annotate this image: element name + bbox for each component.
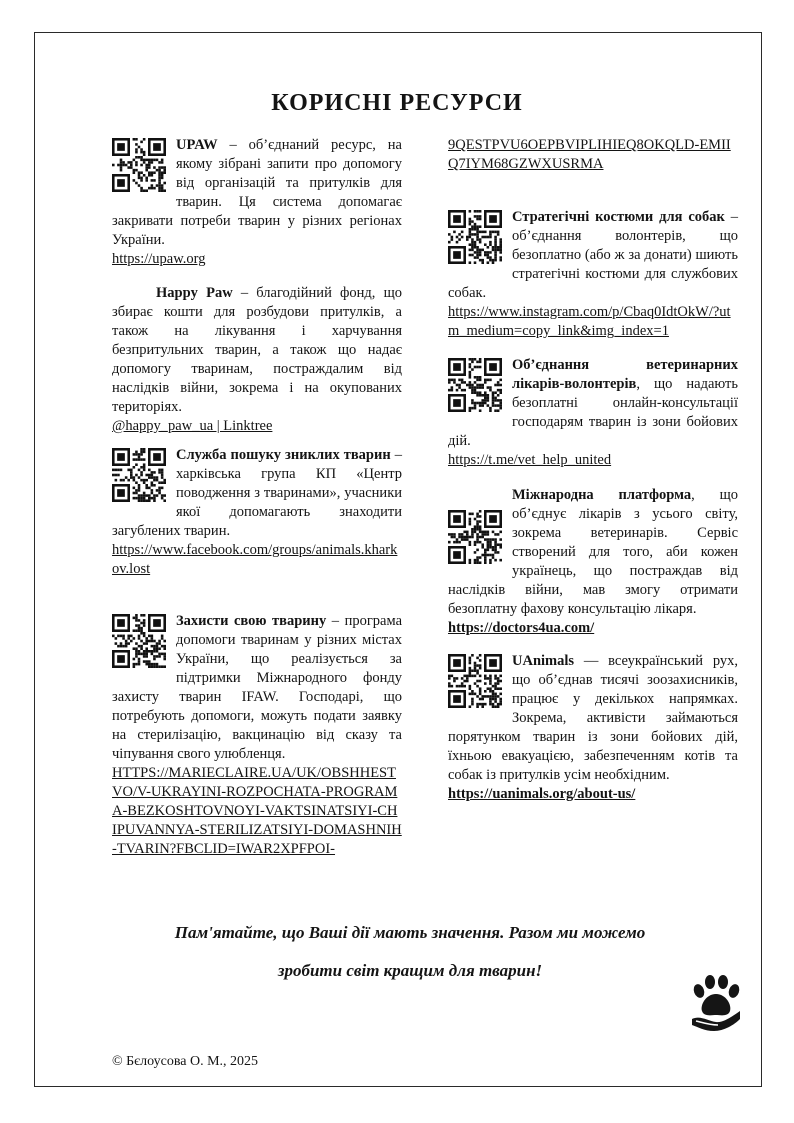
resource-protect-pet-text: – програма допомоги тваринам у різних містах України, що реалізується за підтримки Міжнародного фонду захисту тварин IFAW. Господарі, що потребують допомоги, можуть подати заявку на стерилізацію, вакцинацію від сказу та чіпування свого улюбленця. [112,613,402,762]
resource-happypaw-link[interactable]: @happy_paw_ua | Linktree [112,418,273,434]
resource-uanimals-link[interactable]: https://uanimals.org/about-us/ [448,786,636,802]
resource-uanimals-text: — всеукраїнський рух, що об’єднав тисячі зоозахисників, працює у декількох напрямках. Зокрема, активісти займаються порятунком тварин із зони бойових дій, їхньою евакуацією, забезпеченням котів та собак із притулків усім необхідним. [448,653,738,783]
page-title: КОРИСНІ РЕСУРСИ [271,90,523,117]
resource-dog-costumes-link[interactable]: https://www.instagram.com/p/Cbaq0IdtOkW/?utm_medium=copy_link&img_index=1 [448,304,731,339]
resource-uanimals [448,652,738,804]
resource-happypaw-name: Happy Paw [156,285,233,301]
motto-line-1: Пам'ятайте, що Ваші дії мають значення. Разом ми можемо [174,923,646,942]
resource-platform-name: Міжнародна платформа [512,487,692,503]
qr-code-icon [448,654,502,708]
resource-platform [448,486,738,638]
resource-protect-pet-name: Захисти свою тварину [176,613,327,629]
resource-vets-text: , що надають безоплатні онлайн-консультації господарям тварин із зони бойових дій. [448,376,738,449]
resource-protect-pet [112,612,402,859]
resource-dog-costumes-text: – об’єднання волонтерів, що безоплатно (або ж за донати) шиють стратегічні костюми для службових собак. [448,209,738,301]
resource-happypaw [112,284,402,436]
copyright: © Бєлоусова О. М., 2025 [112,1054,259,1069]
resource-protect-pet-link-continuation[interactable]: 9QESTPVU6OEPBVIPLIHIEQ8OKQLD-EMIIQ7IYM68GZWXUSRMA [448,137,731,172]
resource-lost-animals-link[interactable]: https://www.facebook.com/groups/animals.kharkov.lost [112,542,398,577]
resource-lost-animals [112,446,402,579]
resource-happypaw-text: – благодійний фонд, що збирає кошти для розбудови притулків, а також на лікування і харчування безпритульних тварин, а також що надає допомогу тваринам, постраждалим від наслідків війни, зокрема і на окупованих територіях. [112,285,402,415]
paw-in-hand-icon [690,975,742,1033]
resource-upaw [112,136,402,269]
resource-vets-name: Об’єднання ветеринарних лікарів-волонтерів [512,357,738,392]
qr-code-icon [448,210,502,264]
resource-platform-text: , що об’єднує лікарів з усього світу, зокрема ветеринарів. Сервіс створений для того, аби кожен українець, що постраждав від наслідків війни, мав змогу отримати безоплатну фахову консультацію лікаря. [448,487,739,617]
motto-line-2: зробити світ кращим для тварин! [277,961,543,980]
resource-lost-animals-name: Служба пошуку зниклих тварин [176,447,391,463]
resource-dog-costumes-name: Стратегічні костюми для собак [512,209,725,225]
resource-vets-link[interactable]: https://t.me/vet_help_united [448,452,612,468]
resource-vets [448,356,738,470]
link-continuation [448,136,738,174]
qr-code-icon [112,614,166,668]
qr-code-icon [448,358,502,412]
qr-code-icon [448,510,502,564]
resource-platform-link[interactable]: https://doctors4ua.com/ [448,620,595,636]
resource-dog-costumes [448,208,738,341]
resource-upaw-text: – об’єднаний ресурс, на якому зібрані запити про допомогу від організацій та притулків для тварин. Ця система допомагає закривати потреби тварин у різних регіонах України. [112,137,402,248]
qr-code-icon [112,138,166,192]
resource-protect-pet-link[interactable]: HTTPS://MARIECLAIRE.UA/UK/OBSHHESTVO/V-UKRAYINI-ROZPOCHATA-PROGRAMA-BEZKOSHTOVNOYI-VAKTSINATSIYI-CHIPUVANNYA-STERILIZATSIYI-DOMASHNIH-TVARIN?FBCLID=IWAR2XPFPOI- [112,765,402,857]
qr-code-icon [112,448,166,502]
resource-lost-animals-text: – харківська група КП «Центр поводження з тваринами», учасники якої допомагають знаходити загублених тварин. [112,447,403,539]
resource-upaw-name: UPAW [176,137,218,153]
resource-uanimals-name: UAnimals [512,653,575,669]
motto [60,914,760,990]
resource-upaw-link[interactable]: https://upaw.org [112,251,206,267]
